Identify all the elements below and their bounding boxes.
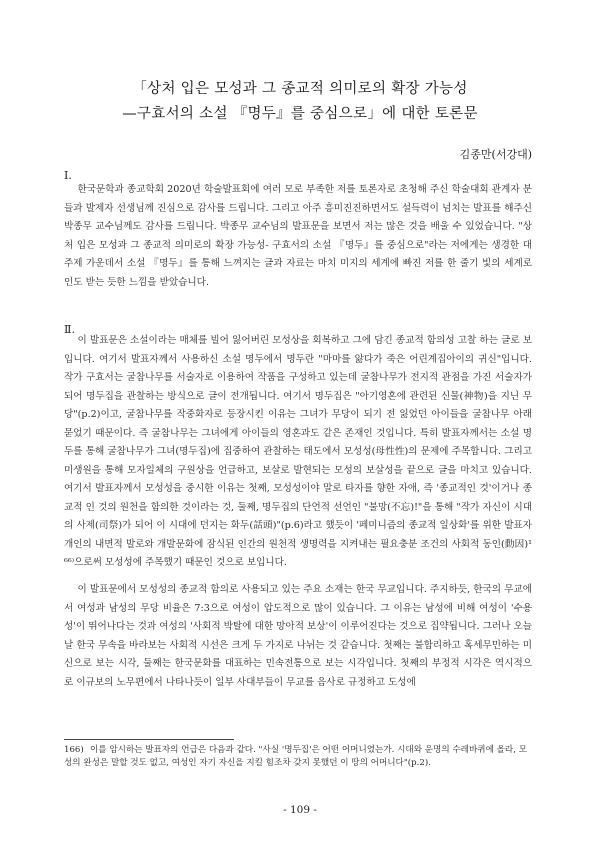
- footnote-text: 이를 암시하는 발표자의 언급은 다음과 같다. "사실 '명두집'은 어떤 어머니였는가. 시대와 운명의 수레바퀴에 올라, 모성의 완성은 말할 것도 없고, 여성인 자기 자신을 지킬 힘조차 갖지 못했던 이 땅의 어머니다"(p.2).: [64, 745, 527, 768]
- page-number: - 109 -: [283, 804, 317, 816]
- footnote-divider: [64, 739, 234, 740]
- footnote: [64, 744, 534, 769]
- article-title-line1: 「상처 입은 모성과 그 종교적 의미로의 확장 가능성: [132, 81, 468, 97]
- section-heading-1: Ⅰ.: [64, 169, 72, 182]
- paragraph-2: 이 발표문은 소설이라는 매체를 빌어 잃어버린 모성상을 회복하고 그에 담긴 종교적 함의성 고찰 하는 글로 보입니다. 여기서 발표자께서 사용하신 소설 명두에서 명두란 "마마를 앓다가 죽은 어린계집아이의 귀신"입니다. 작가 구효서는 굴참나무를 서술자로 이용하여 작품을 구성하고 있는데 굴참나무가 전지적 관점을 가진 서술자가 되어 명두집을 관찰하는 방식으로 글이 전개됩니다. 여기서 명두집은 "아기영혼에 관련된 신물(神物)을 지닌 무당"(p.2)이고, 굴참나무를 작중화자로 등장시킨 이유는 그녀가 무당이 되기 전 잃었던 아이들을 굴참나무 아래 묻었기 때문이다. 즉 굴참나무는 그녀에게 아이들의 영혼과도 같은 존재인 것입니다. 특히 발표자께서는 소설 명두를 통해 굴참나무가 그녀(명두집)에 집중하여 관찰하는 태도에서 모성성(母性性)의 문제에 주목합니다. 그리고 미생원을 통해 모자일체의 구원상을 언급하고, 보살로 발현되는 모성의 보살성을 끝으로 글을 마치고 있습니다. 여기서 발표자께서 모성성을 중시한 이유는 첫째, 모성성이야 말로 타자를 향한 자애, 즉 '종교적인 것'이거나 종교적 인 것의 원천을 함의한 것이라는 것, 둘째, 명두집의 단언적 선언인 "불망(不忘)!"을 통해 "작가 자신이 시대의 사제(司祭)가 되어 이 시대에 던지는 화두(話頭)"(p.6)라고 했듯이 '페미니즘의 종교적 일상화'를 위한 발표자 개인의 내면적 발로와 개발문화에 잠식된 인간의 원천적 생명력을 지켜내는 필요충분 조건의 사회적 동인(動因)¹⁶⁶⁾으로써 모성성에 주목했기 때문인 것으로 보입니다.: [64, 335, 532, 568]
- paragraph-1: 한국문학과 종교학회 2020년 학술발표회에 여러 모로 부족한 저를 토론자로 초청해 주신 학술대회 관계자 분들과 발제자 선생님께 진심으로 감사를 드립니다. 그리고 아주 흥미진진하면서도 설득력이 넘치는 발표를 해주신 박종무 교수님께도 감사를 드립니다. 박종무 교수님의 발표문을 보면서 저는 많은 것을 배울 수 있었습니다. "상처 입은 모성과 그 종교적 의미로의 확장 가능성- 구효서의 소설 『명두』를 중심으로"라는 저에게는 생경한 대주제 가운데서 소설 『명두』를 통해 느껴지는 글과 자료는 마치 미지의 세계에 빠진 저를 한 줄기 빛의 세계로 인도 받는 듯한 느낌을 받았습니다.: [64, 184, 532, 288]
- author-affiliation: 김종만(서강대): [459, 148, 532, 161]
- footnote-number: 166): [64, 745, 84, 755]
- paragraph-3: 이 발표문에서 모성성의 종교적 함의로 사용되고 있는 주요 소재는 한국 무교입니다. 주지하듯, 한국의 무교에서 여성과 남성의 무당 비율은 7:3으로 여성이 압도적으로 많이 있습니다. 그 이유는 남성에 비해 여성이 '수용성'이 뛰어나다는 것과 여성의 '사회적 박탈에 대한 망아적 보상'이 이루어진다는 것으로 집약됩니다. 그러나 오늘날 한국 무속을 바라보는 사회적 시선은 크게 두 가지로 나뉘는 것 같습니다. 첫째는 불합리하고 혹세무민하는 미신으로 보는 시각, 둘째는 한국문화를 대표하는 민속전통으로 보는 시각입니다. 첫째의 부정적 시각은 역시적으로 이규보의 노무편에서 나타나듯이 일부 사대부들이 무교를 음사로 규정하고 도성에: [64, 584, 532, 688]
- article-title-line2: —구효서의 소설 『명두』를 중심으로」에 대한 토론문: [122, 106, 478, 122]
- section-heading-2: Ⅱ.: [64, 323, 75, 336]
